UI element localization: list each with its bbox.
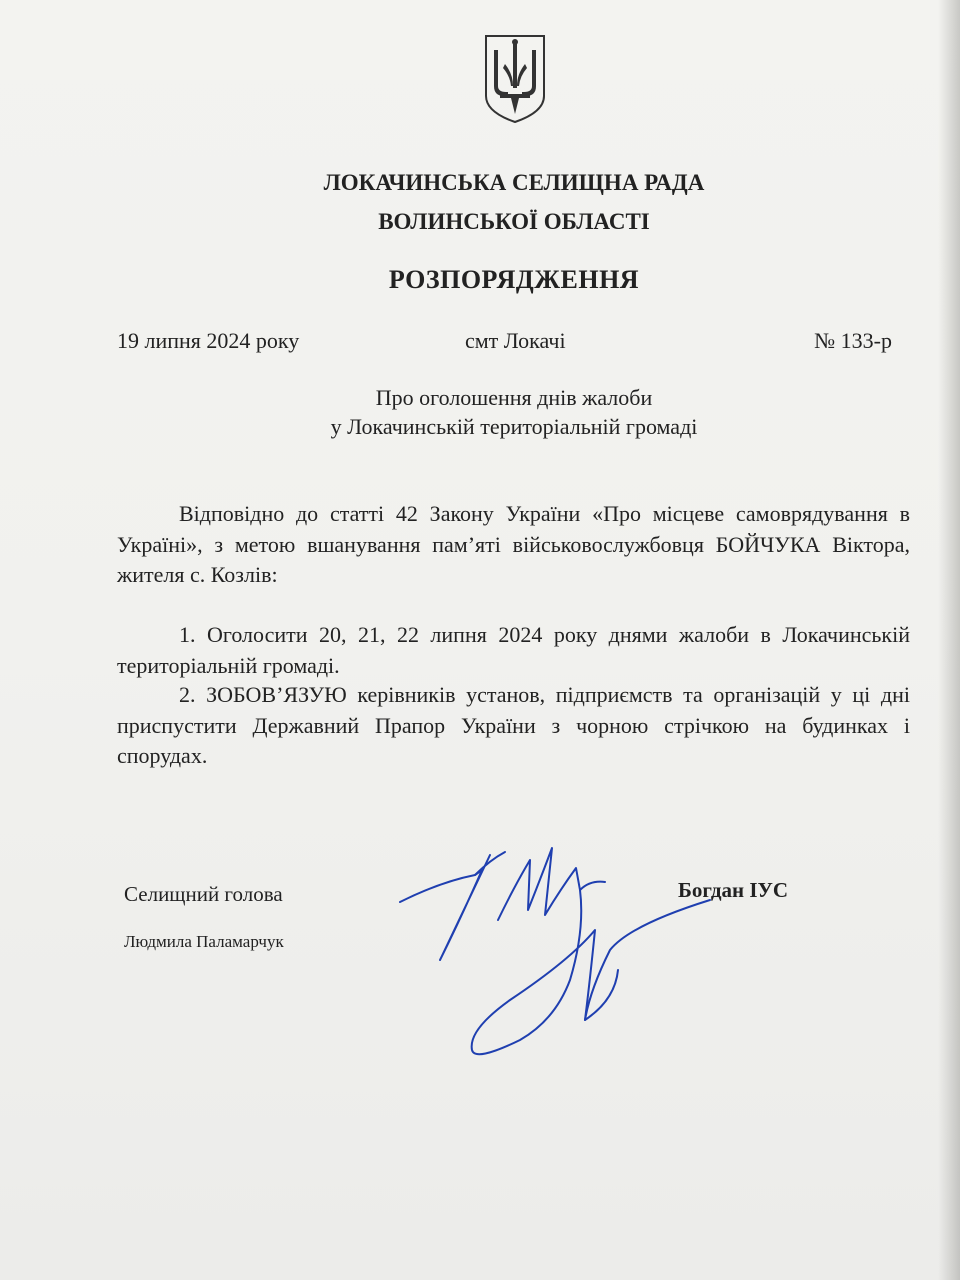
council-name: ЛОКАЧИНСЬКА СЕЛИЩНА РАДА xyxy=(323,170,705,195)
order-item-2: 2. ЗОБОВ’ЯЗУЮ керівників установ, підприємств та організацій у ці дні приспустити Державний Прапор України з чорною стрічкою на будинках і спорудах. xyxy=(117,682,910,768)
page-edge-shadow xyxy=(938,0,960,1280)
preamble-paragraph: Відповідно до статті 42 Закону України «Про місцеве самоврядування в Україні», з метою вшанування пам’яті військовослужбовця БОЙЧУКА Віктора, жителя с. Козлів: xyxy=(117,501,910,587)
subject-line-1: Про оголошення днів жалоби xyxy=(375,385,653,410)
signer-name: Богдан ІУС xyxy=(678,878,789,902)
trident-emblem-icon xyxy=(484,34,546,124)
handwritten-signature xyxy=(380,830,720,1070)
oblast-name: ВОЛИНСЬКОЇ ОБЛАСТІ xyxy=(378,209,650,234)
document-place: смт Локачі xyxy=(465,328,566,353)
document-number: № 133-р xyxy=(814,328,892,353)
order-item-1: 1. Оголосити 20, 21, 22 липня 2024 року днями жалоби в Локачинській територіальній громаді. xyxy=(117,622,910,678)
signer-position: Селищний голова xyxy=(124,882,283,906)
subject-line-2: у Локачинській територіальній громаді xyxy=(330,414,698,439)
document-date: 19 липня 2024 року xyxy=(117,328,300,353)
extra-name: Людмила Паламарчук xyxy=(124,932,284,951)
document-type-title: РОЗПОРЯДЖЕННЯ xyxy=(388,265,640,294)
